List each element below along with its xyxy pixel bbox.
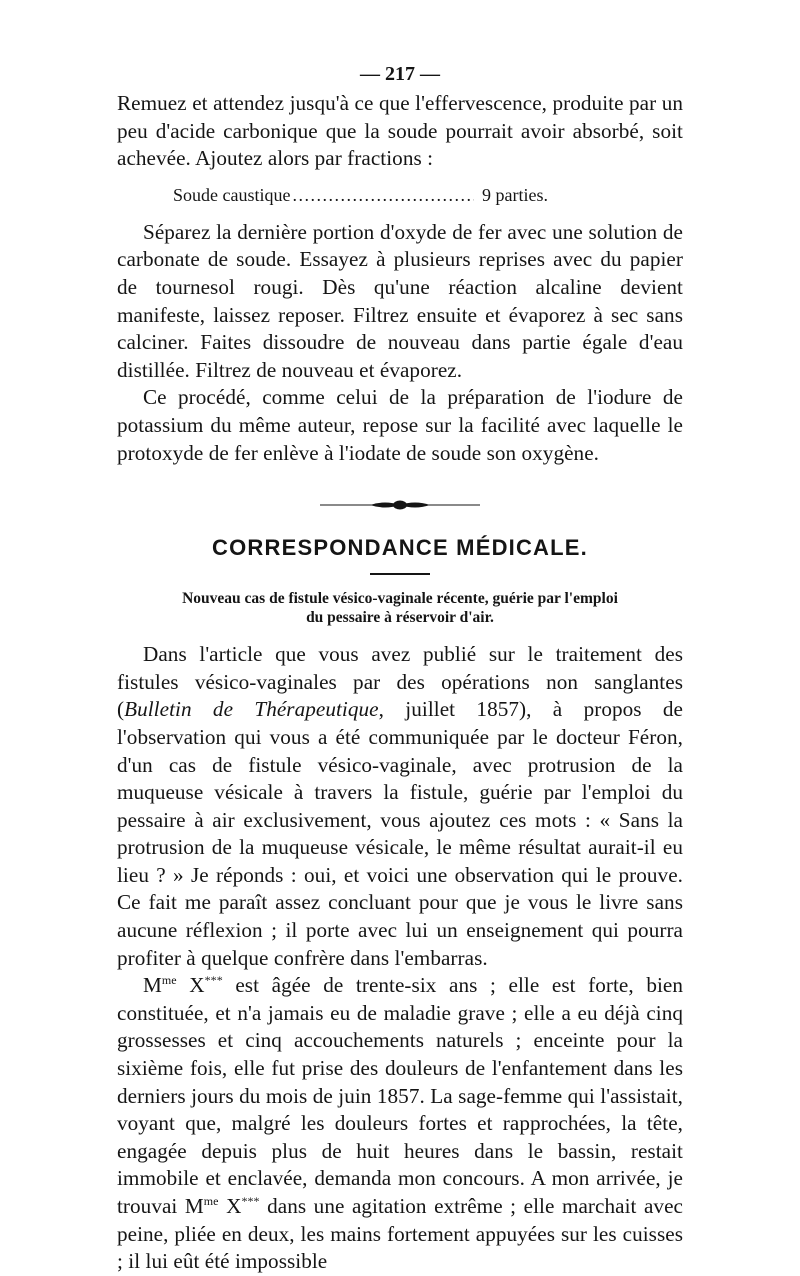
text-part: M — [143, 973, 162, 998]
article-subtitle — [117, 589, 683, 627]
superscript: me — [161, 973, 177, 988]
subtitle-line-2: du pessaire à réservoir d'air. — [306, 609, 494, 627]
journal-title: Bulletin de Thérapeutique — [124, 697, 379, 722]
recipe-quantity: 9 parties. — [482, 184, 548, 205]
superscript: me — [203, 1193, 219, 1208]
recipe-ingredient: Soude caustique — [173, 184, 291, 205]
paragraph-procedure: Séparez la dernière portion d'oxyde de fer avec une solution de carbonate de soude. Essayez à plusieurs reprises avec du papier de tournesol rougi. Dès qu'une réaction alcaline devient manifeste, laissez reposer. Filtrez ensuite et évaporez à sec sans calciner. Faites dissoudre de nouveau dans partie égale d'eau distillée. Filtrez de nouveau et évaporez. — [117, 219, 683, 382]
recipe-line — [173, 185, 548, 207]
text-part: X — [176, 973, 205, 998]
ornament-divider-icon — [320, 499, 480, 511]
text-part: dans une agitation extrême ; elle marchait avec peine, pliée en deux, les mains fortement appuyées sur les cuisses ; il lui eût été impossible — [117, 1194, 683, 1274]
paragraph-letter-intro — [117, 641, 683, 972]
text-part: X — [218, 1194, 242, 1218]
title-rule — [370, 573, 430, 575]
page-number: — 217 — — [360, 63, 440, 85]
text-part: Dans l'article que vous avez publié sur le traitement des fistules vésico-vaginales par des opérations non sanglantes ( — [117, 642, 683, 722]
section-title: CORRESPONDANCE MÉDICALE. — [212, 535, 588, 561]
text-part: est âgée de trente-six ans ; elle est forte, bien constituée, et n'a jamais eu de maladie grave ; elle a eu déjà cinq grossesses et cinq accouchements naturels ; enceinte pour la sixième fois, elle fut prise des douleurs de l'enfantement dans les derniers jours du mois de juin 1857. La sage-femme qui l'assistait, voyant que, malgré les douleurs fortes et rapprochées, la tête, engagée depuis plus de huit heures dans le bassin, restait immobile et enclavée, demanda mon concours. A mon arrivée, je trouvai — [117, 973, 684, 1218]
leader-dots — [292, 185, 474, 206]
paragraph-effervescence: Remuez et attendez jusqu'à ce que l'effervescence, produite par un peu d'acide carbonique que la soude pourrait avoir absorbé, soit achevée. Ajoutez alors par fractions : — [117, 91, 683, 171]
superscript: *** — [204, 973, 223, 988]
paragraph-method: Ce procédé, comme celui de la préparation de l'iodure de potassium du même auteur, repose sur la facilité avec laquelle le protoxyde de fer enlève à l'iodate de soude son oxygène. — [117, 385, 683, 465]
superscript: *** — [241, 1193, 260, 1208]
paragraph-case-description — [117, 972, 683, 1276]
book-page — [117, 58, 683, 1276]
text-part: , juillet 1857), à propos de l'observation qui vous a été communiquée par le docteur Féron, d'un cas de fistule vésico-vaginale, avec protrusion de la muqueuse vésicale à travers la fistule, guérie par l'emploi du pessaire à air exclusivement, vous ajoutez ces mots : « Sans la protrusion de la muqueuse vésicale, le même résultat aurait-il eu lieu ? » Je réponds : oui, et voici une observation qui le prouve. Ce fait me paraît assez concluant pour que je vous le livre sans aucune réflexion ; il porte avec lui un enseignement qui pourra profiter à quelque confrère dans l'embarras. — [117, 697, 684, 970]
text-part: M — [184, 1194, 204, 1218]
subtitle-line-1: Nouveau cas de fistule vésico-vaginale récente, guérie par l'emploi — [182, 590, 618, 608]
